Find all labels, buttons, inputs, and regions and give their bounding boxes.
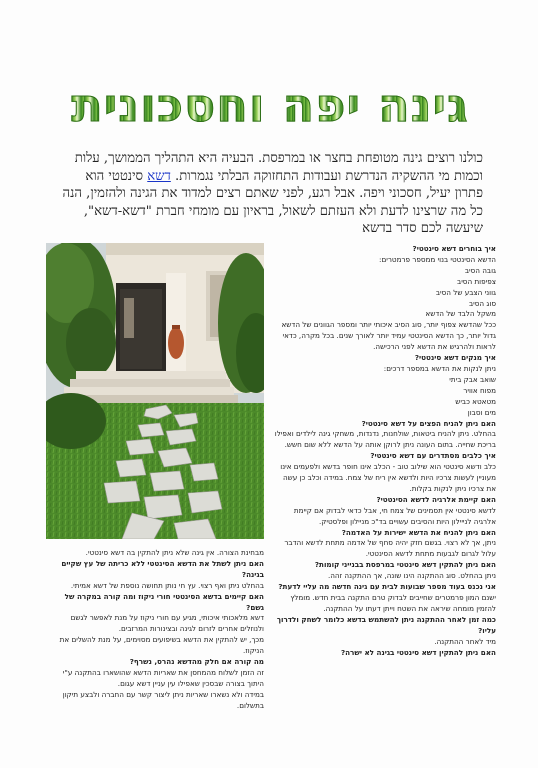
qa-question: אני נכנס בעוד מספר שבועות לבית עם גינה חדשה מה עליי לדעת? <box>278 582 496 592</box>
qa-question: האם ניתן להניח את הדשא ישירות על האדמה? <box>341 527 496 537</box>
garden-photo-illustration <box>46 243 264 539</box>
qa-paragraph: במידה ולא נשארו שאריות ניתן ליצור קשר עם החברה ולבצע תיקון בתשלום. <box>62 689 264 710</box>
qa-question: האם ניתן לשתל את הדשא הסינטטי ללא כריתה של עץ שקיים בגינה? <box>61 558 264 579</box>
qa-question: האם ניתן להתקין דשא סינטטי בגינה לא ישרה? <box>340 647 496 657</box>
qa-paragraph: מטאטא כביש <box>455 396 496 406</box>
qa-question: איך בוחרים דשא סינטטי? <box>412 244 496 253</box>
article-title: גינה יפה וחסכונית <box>71 78 469 132</box>
qa-paragraph: גווני הצבע של הסיב <box>435 287 496 297</box>
qa-question: איך מנקים דשא סינטטי? <box>414 353 496 363</box>
qa-question: האם קיימים בדשא הסינטטי חורי ניקוז ומה קורה במקרה של גשם? <box>64 591 264 612</box>
qa-paragraph: משקל הלבד של הדשא <box>425 309 496 319</box>
qa-question: איך כלבים מסתדרים עם דשא סינטטי? <box>370 451 496 461</box>
qa-paragraph: גובה הסיב <box>464 265 496 275</box>
intro-link-grass[interactable]: דשא <box>147 168 171 184</box>
qa-paragraph: צפיפות הסיב <box>457 276 496 286</box>
qa-paragraph: ניתן, אך לא רצוי. בגשם חזק יהיה סחף של אדמה מתחת לדשא והדבר עלול לגרום לגבעות מתחת לדשא הסינטטי. <box>284 538 496 559</box>
qa-question: האם ניתן להניח הפצים על דשא סינטטי? <box>361 418 496 428</box>
left-text-column <box>46 548 264 712</box>
article-intro <box>58 150 483 238</box>
qa-paragraph: הדשא הסינטטי בנוי ממספר פרמטרים: <box>379 254 496 264</box>
right-text-column <box>272 244 496 658</box>
qa-paragraph: שואב אבק ביתי <box>449 374 496 384</box>
qa-paragraph: ניתן בהחלט. סוג ההתקנה הינו שונה, אך ההתקנה זהה. <box>327 571 496 581</box>
qa-question: האם ניתן להתקין דשא סינטטי במרפסת בבנייני קומות? <box>314 560 496 570</box>
qa-paragraph: ניתן לנקות את הדשא במספר דרכים: <box>383 363 496 373</box>
qa-paragraph: בהחלט ניתן ואף רצוי. עץ חי נותן תחושה נוספת של דשא אמיתי. <box>70 580 264 590</box>
qa-question: מה קורה אם חלק מהדשא נהרס, נשרף? <box>129 657 264 667</box>
qa-paragraph: כלב ודשא סינטטי הוא שילוב טוב - הכלב אינו חופר בדשא ולפעמים אינו מעוניין לעשות צרכיו היות ולדשא אין ריח של צמח. במידה וכלב כן עשה את צרכיו ניתן לנקות בקלות. <box>280 462 496 493</box>
qa-paragraph: מבחינת הצורה. אין גינה שלא ניתן להתקין בה דשא סינטטי. <box>85 548 264 557</box>
qa-paragraph: מכך, יש להתקין את הדשא בשיפועים מסוימים, על מנת להשלים את הניקוז. <box>59 635 264 656</box>
qa-paragraph: לדשא סינטטי אין תסמינים של צמח חי, אבל כדאי לבדוק אם קיימת אלרגיה לנייילון היות והסיבים עשויים בד"כ מניילון ופלסטיק. <box>293 505 496 526</box>
garden-photo <box>46 243 264 539</box>
intro-text-start: כולנו רוצים גינה מטופחת בחצר או במרפסת. הבעיה היא התהליך הממושך, עלות וכמות מי ההשקיה הנדרשת ועבודות התחזוקה הבלתי נגמרות. <box>74 151 483 184</box>
qa-paragraph: מפוח אוויר <box>463 385 496 395</box>
qa-paragraph: זה הזמן לשלוח מהמחסן את שאריות הדשא שהושארו בהתקנה ע"י היתוך בצורה שבסכין שאפילו עין עניין דשא עגום. <box>62 667 264 688</box>
qa-paragraph: מיד לאחר ההתקנה. <box>434 636 496 646</box>
qa-paragraph: סוג הסיב <box>469 298 496 308</box>
qa-paragraph: דשא מלאכותי איכותי, מגיע עם חורי ניקוז על מנת לאפשר לגשם ולנוזלים אחרים לזרום לגינה ובצינורות המרזבים. <box>70 613 264 634</box>
qa-question: האם קיימת אלרגיה לדשא הסינטטי? <box>376 494 496 504</box>
qa-paragraph: בהחלט. ניתן להניח ביטאות, שולחנות, נדנדות, משחקי גינה לילדים ואפילו בריכת שחייה. בתום העונה ניתן לרוקן אותה על הדשא ללא שום חשש. <box>274 429 496 450</box>
qa-paragraph: ישנם המון פרמטרים שחייבים לבדוק טרם התקנה בבית חדש. מומלץ להזמין מומחה שיראה את השטח וייתן דעתו על ההתקנה. <box>290 593 496 613</box>
qa-paragraph: ככל שהדשא צפוף יותר, סוג הסיב איכותי יותר ומספר הגוונים של הדשא גדול יותר, כך הדשא הסינטטי עמיד יותר לאורך שנים. בכל מקרה, כדאי לראות ולהרגיש את הדשא לפני הרכישה. <box>281 320 496 352</box>
qa-paragraph: מים וסבון <box>467 407 496 417</box>
qa-question: כמה זמן לאחר ההתקנה ניתן להשתמש בדשא כלומר לשחק ולדרוך עליו? <box>276 614 496 635</box>
intro-text-end: סינטטי הוא פתרון יעיל, חסכוני ויפה. אבל רגע, לפני שאתם רצים למדוד את הגינה ולהזמין, הנה כל מה שרצינו לדעת ולא העזתם לשאול, בראיון עם מומחי חברת "דשא-דשא", שיעשה לכם סדר בדשא <box>62 168 483 236</box>
article-title-banner <box>45 70 495 140</box>
